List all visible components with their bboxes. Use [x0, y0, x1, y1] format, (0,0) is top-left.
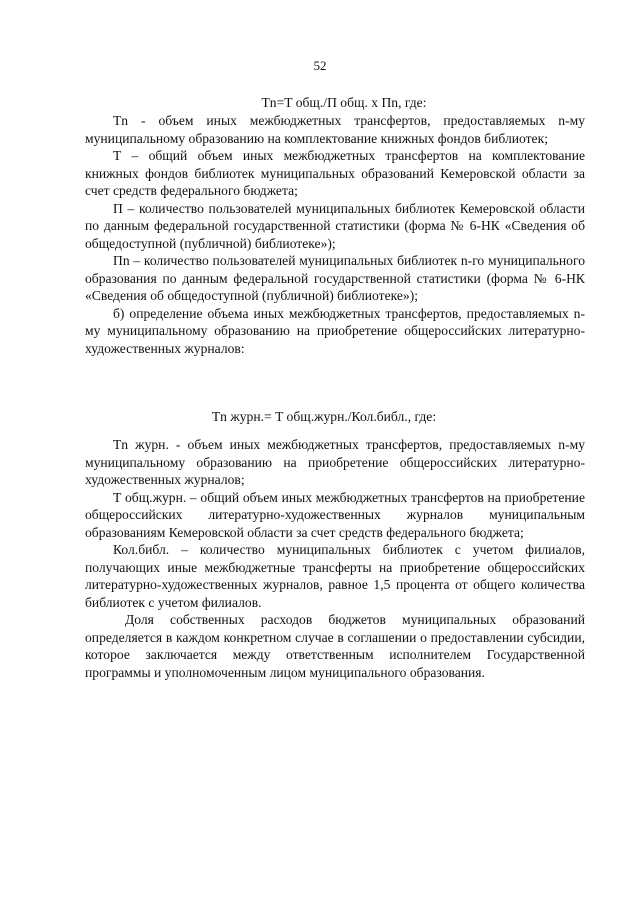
item-b-journals: б) определение объема иных межбюджетных трансфертов, предоставляемых n-му муниципальному образованию на приобретение общероссийских литературно-художественных журналов:	[85, 305, 585, 356]
definition-library-count: Кол.библ. – количество муниципальных библиотек с учетом филиалов, получающих иные межбюджетные трансферты на приобретение общероссийских литературно-художественных журналов, равное 1,5 процента от общего количества библиотек с учетом филиалов.	[85, 542, 585, 610]
definition-p: П – количество пользователей муниципальных библиотек Кемеровской области по данным федеральной государственной статистики (форма № 6-НК «Сведения об общедоступной (публичной) библиотеке»);	[85, 200, 585, 251]
definition-pn: Пn – количество пользователей муниципальных библиотек n-го муниципального образования по данным федеральной государственной статистики (форма № 6-НК «Сведения об общедоступной (публичной) библиотеке»);	[85, 253, 585, 303]
cofinancing-paragraph: Доля собственных расходов бюджетов муниципальных образований определяется в каждом конкретном случае в соглашении о предоставлении субсидии, которое заключается между ответственным исполнителем Государственной программы и уполномоченным лицом муниципального образования.	[85, 612, 585, 680]
definition-tn-journal: Tn журн. - объем иных межбюджетных трансфертов, предоставляемых n-му муниципальному образованию на приобретение общероссийских литературно-художественных журналов;	[85, 437, 585, 487]
definition-t-journal: Т общ.журн. – общий объем иных межбюджетных трансфертов на приобретение общероссийских литературно-художественных журналов муниципальным образованиям Кемеровской области за счет средств федерального бюджета;	[85, 489, 585, 540]
definition-tn: Tn - объем иных межбюджетных трансфертов, предоставляемых n-му муниципальному образованию на комплектование книжных фондов библиотек;	[85, 113, 585, 146]
formula-journals: Tn журн.= T общ.журн./Кол.библ., где:	[211, 409, 437, 424]
definition-t: Т – общий объем иных межбюджетных трансфертов на комплектование книжных фондов библиотек муниципальных образований Кемеровской области за счет средств федерального бюджета;	[85, 148, 585, 198]
definitions-block-1	[85, 112, 585, 357]
definitions-block-2	[85, 436, 585, 681]
formula-library-funds: Tn=T общ./П общ. х Пn, где:	[261, 95, 427, 110]
page-number: 52	[313, 58, 327, 73]
